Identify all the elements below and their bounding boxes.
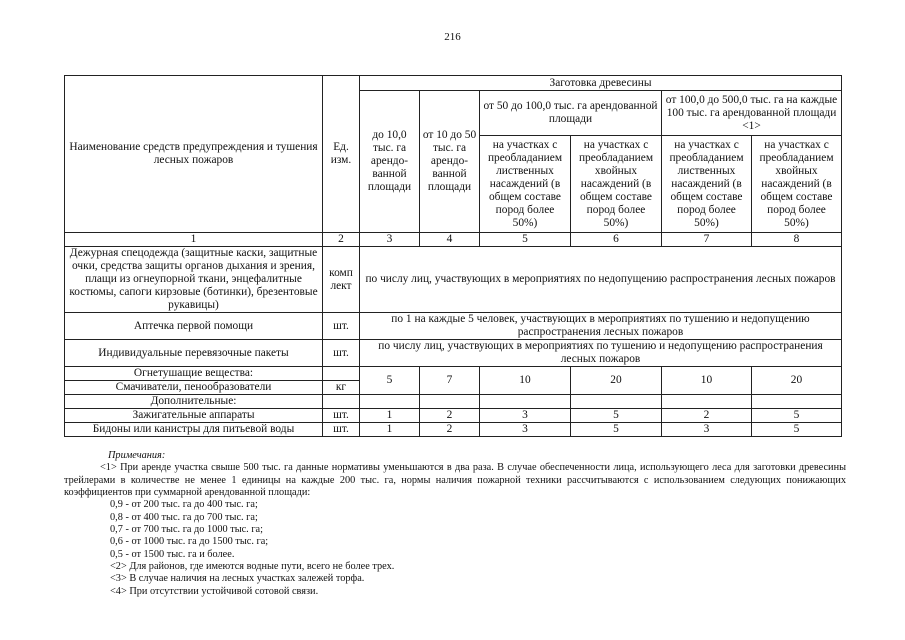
row-value: 1 — [360, 409, 420, 423]
column-number: 2 — [323, 233, 360, 247]
row-value: 5 — [571, 409, 662, 423]
header-deciduous-1: на участках с преобладанием лиственных насаждений (в общем составе пород более 50%) — [480, 136, 571, 233]
header-10-to-50: от 10 до 50 тыс. га арендо-ванной площади — [420, 91, 480, 233]
table-row — [65, 313, 842, 340]
row-value: 5 — [360, 367, 420, 395]
row-name-water-cans: Бидоны или канистры для питьевой воды — [65, 423, 323, 437]
row-unit: шт. — [323, 340, 360, 367]
row-unit: комп лект — [323, 247, 360, 313]
row-value: 5 — [752, 423, 842, 437]
header-timber-harvesting: Заготовка древесины — [360, 76, 842, 91]
fire-equipment-norms-table — [64, 75, 842, 437]
row-value: 20 — [571, 367, 662, 395]
table-row — [65, 423, 842, 437]
row-value: 1 — [360, 423, 420, 437]
header-100-to-500: от 100,0 до 500,0 тыс. га на каждые 100 тыс. га арендованной площади <1> — [662, 91, 842, 136]
header-conifer-2: на участках с преобладанием хвойных насаждений (в общем составе пород более 50%) — [752, 136, 842, 233]
row-unit: шт. — [323, 313, 360, 340]
table-row — [65, 409, 842, 423]
note-3: <3> В случае наличия на лесных участках залежей торфа. — [110, 573, 365, 585]
row-value: 5 — [752, 409, 842, 423]
row-value-merged: по числу лиц, участвующих в мероприятиях по тушению и недопущению распространения лесных пожаров — [360, 340, 842, 367]
coefficient-item: 0,5 - от 1500 тыс. га и более. — [110, 548, 235, 560]
row-value: 2 — [662, 409, 752, 423]
row-name-dressing-packs: Индивидуальные перевязочные пакеты — [65, 340, 323, 367]
header-deciduous-2: на участках с преобладанием лиственных насаждений (в общем составе пород более 50%) — [662, 136, 752, 233]
row-unit: шт. — [323, 423, 360, 437]
row-name-first-aid-kit: Аптечка первой помощи — [65, 313, 323, 340]
row-value: 3 — [480, 409, 571, 423]
row-name-extinguishing-agents: Огнетушащие вещества: — [65, 367, 323, 381]
page-number: 216 — [444, 31, 461, 43]
row-value: 5 — [571, 423, 662, 437]
coefficient-item: 0,6 - от 1000 тыс. га до 1500 тыс. га; — [110, 536, 269, 548]
column-number-row — [65, 233, 842, 247]
note-2: <2> Для районов, где имеются водные пути, всего не более трех. — [110, 561, 395, 573]
row-value: 10 — [480, 367, 571, 395]
notes-section — [64, 450, 846, 598]
column-number: 7 — [662, 233, 752, 247]
row-name-duty-clothing: Дежурная спецодежда (защитные каски, защитные очки, средства защиты органов дыхания и зрения, плащи из огнеупорной ткани, энцефалитные костюмы, сапоги кирзовые (ботинки), брезентовые рукавицы) — [65, 247, 323, 313]
row-value: 10 — [662, 367, 752, 395]
header-conifer-1: на участках с преобладанием хвойных насаждений (в общем составе пород более 50%) — [571, 136, 662, 233]
column-number: 8 — [752, 233, 842, 247]
table-row — [65, 395, 842, 409]
table-row — [65, 247, 842, 313]
column-number: 6 — [571, 233, 662, 247]
row-value-empty — [752, 395, 842, 409]
header-name: Наименование средств предупреждения и тушения лесных пожаров — [65, 76, 323, 233]
notes-heading: Примечания: — [108, 450, 166, 461]
note-1: <1> При аренде участка свыше 500 тыс. га данные нормативы уменьшаются в два раза. В случае обеспеченности лица, использующего леса для заготовки древесины трейлерами в количестве не менее 1 единицы на каждые 200 тыс. га, нормы наличия пожарной техники рассчитываются с использованием следующих понижающих коэффициентов при суммарной арендованной площади: — [64, 462, 846, 499]
header-unit: Ед. изм. — [323, 76, 360, 233]
column-number: 4 — [420, 233, 480, 247]
column-number: 5 — [480, 233, 571, 247]
coefficient-item: 0,9 - от 200 тыс. га до 400 тыс. га; — [110, 499, 258, 511]
table-row — [65, 340, 842, 367]
row-name-wetting-agents: Смачиватели, пенообразователи — [65, 381, 323, 395]
row-value-empty — [480, 395, 571, 409]
row-value-merged: по числу лиц, участвующих в мероприятиях по недопущению распространения лесных пожаров — [360, 247, 842, 313]
row-unit: шт. — [323, 409, 360, 423]
row-unit-empty — [323, 395, 360, 409]
row-value: 7 — [420, 367, 480, 395]
row-unit: кг — [323, 381, 360, 395]
row-name-igniters: Зажигательные аппараты — [65, 409, 323, 423]
column-number: 3 — [360, 233, 420, 247]
column-number: 1 — [65, 233, 323, 247]
coefficient-item: 0,7 - от 700 тыс. га до 1000 тыс. га; — [110, 524, 263, 536]
coefficient-item: 0,8 - от 400 тыс. га до 700 тыс. га; — [110, 511, 258, 523]
row-value: 3 — [480, 423, 571, 437]
row-value: 3 — [662, 423, 752, 437]
row-value-merged: по 1 на каждые 5 человек, участвующих в мероприятиях по тушению и недопущению распространения лесных пожаров — [360, 313, 842, 340]
row-value: 20 — [752, 367, 842, 395]
header-up-to-10: до 10,0 тыс. га арендо-ванной площади — [360, 91, 420, 233]
table-row — [65, 367, 842, 381]
row-value-empty — [360, 395, 420, 409]
header-50-to-100: от 50 до 100,0 тыс. га арендованной площади — [480, 91, 662, 136]
row-value: 2 — [420, 409, 480, 423]
row-value-empty — [571, 395, 662, 409]
row-name-additional: Дополнительные: — [65, 395, 323, 409]
note-4: <4> При отсутствии устойчивой сотовой связи. — [110, 585, 319, 597]
row-value-empty — [420, 395, 480, 409]
row-unit-empty — [323, 367, 360, 381]
row-value-empty — [662, 395, 752, 409]
row-value: 2 — [420, 423, 480, 437]
